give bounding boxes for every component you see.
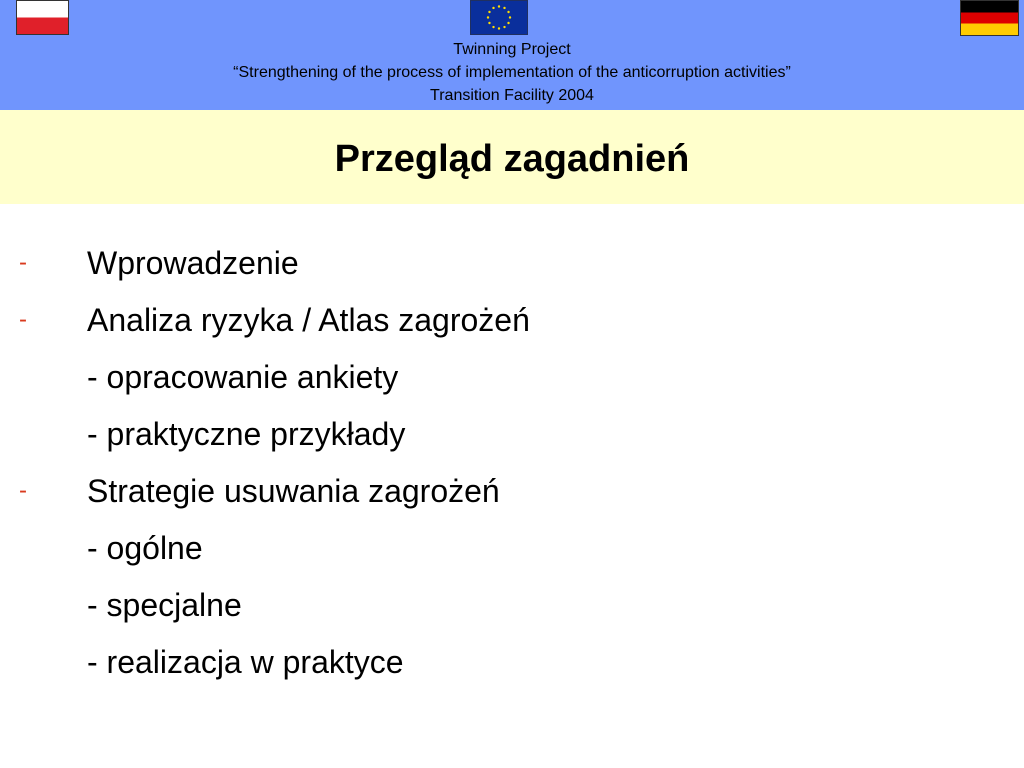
- flag-germany-icon: [960, 0, 1019, 36]
- header-banner: [0, 0, 1024, 110]
- list-item-text: Analiza ryzyka / Atlas zagrożeń: [87, 302, 530, 338]
- list-item: [0, 407, 1024, 464]
- eu-star-icon: [492, 26, 494, 28]
- eu-star-icon: [503, 26, 505, 28]
- flag-eu-icon: [470, 0, 528, 35]
- eu-star-icon: [488, 11, 490, 13]
- list-item-text: Strategie usuwania zagrożeń: [87, 473, 500, 509]
- list-item-text: Wprowadzenie: [87, 245, 299, 281]
- bullet-dash: -: [19, 306, 27, 333]
- slide-title: Przegląd zagadnień: [334, 138, 690, 180]
- list-item: [0, 578, 1024, 635]
- list-item: [0, 350, 1024, 407]
- eu-star-icon: [488, 22, 490, 24]
- list-item-text: - specjalne: [87, 587, 242, 623]
- eu-star-icon: [509, 16, 511, 18]
- list-item-text: - praktyczne przykłady: [87, 416, 406, 452]
- flag-poland-icon: [16, 0, 69, 35]
- eu-star-icon: [503, 7, 505, 9]
- agenda-list: [0, 236, 1024, 692]
- list-item-text: - realizacja w praktyce: [87, 644, 404, 680]
- list-item: [0, 293, 1024, 350]
- list-item: [0, 464, 1024, 521]
- eu-stars-icon: [471, 1, 527, 34]
- eu-star-icon: [487, 16, 489, 18]
- eu-star-icon: [492, 7, 494, 9]
- project-info: [0, 38, 1024, 107]
- list-item: [0, 635, 1024, 692]
- eu-star-icon: [498, 27, 500, 29]
- bullet-dash: -: [19, 477, 27, 504]
- project-name: Twinning Project: [453, 41, 571, 58]
- eu-star-icon: [507, 11, 509, 13]
- project-facility: Transition Facility 2004: [430, 87, 594, 104]
- eu-star-icon: [507, 22, 509, 24]
- eu-star-icon: [498, 5, 500, 7]
- list-item: [0, 236, 1024, 293]
- project-subtitle: “Strengthening of the process of implementation of the anticorruption activities”: [233, 64, 791, 81]
- list-item: [0, 521, 1024, 578]
- list-item-text: - ogólne: [87, 530, 203, 566]
- list-item-text: - opracowanie ankiety: [87, 359, 399, 395]
- bullet-dash: -: [19, 249, 27, 276]
